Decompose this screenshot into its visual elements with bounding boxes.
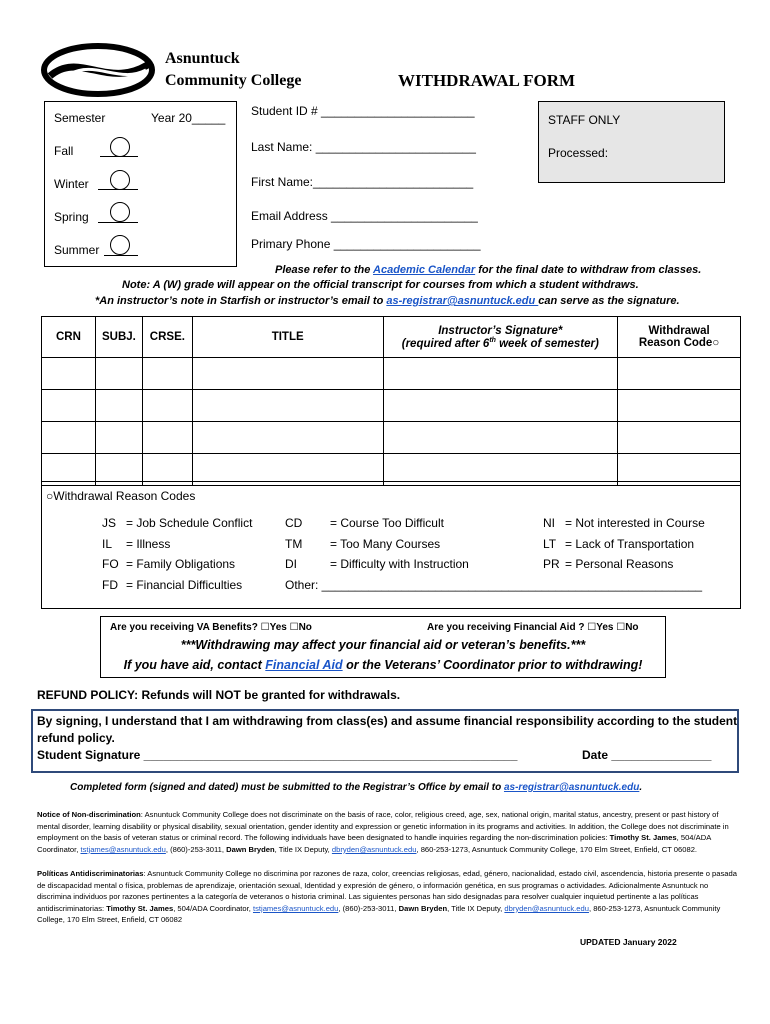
table-row[interactable] — [42, 358, 741, 390]
signature-note-text: *An instructor’s note in Starfish or instructor’s email to — [95, 295, 387, 307]
va-question-text: Are you receiving VA Benefits? — [110, 622, 258, 633]
table-cell[interactable] — [192, 358, 383, 390]
notice-text: , 504/ADA Coordinator, — [37, 833, 711, 854]
table-cell[interactable] — [383, 358, 618, 390]
code: JS — [102, 516, 117, 530]
grade-note: Note: A (W) grade will appear on the official transcript for courses from which a student withdraws. — [122, 279, 639, 291]
table-cell[interactable] — [42, 390, 96, 422]
term-winter-label: Winter — [54, 177, 89, 191]
reason-code-item — [543, 554, 705, 575]
student-signature-field[interactable]: Student Signature ________________________________________________________ — [37, 748, 518, 762]
tstjames-email-link[interactable]: tstjames@asnuntuck.edu — [252, 903, 339, 913]
other-reason-field[interactable]: Other: _________________________________________________________ — [285, 577, 703, 592]
staff-only-title: STAFF ONLY — [548, 113, 621, 127]
student-id-field[interactable]: Student ID # _______________________ — [251, 104, 475, 118]
term-fall-checkbox[interactable] — [110, 137, 130, 157]
term-fall-label: Fall — [54, 144, 74, 158]
code-text: = Financial Difficulties — [126, 577, 243, 592]
notice-label: Notice of Non-discrimination — [37, 810, 141, 819]
code: CD — [285, 516, 303, 530]
financial-aid-link[interactable]: Financial Aid — [265, 658, 343, 672]
withdrawal-warning: ***Withdrawing may affect your financial aid or veteran’s benefits.*** — [180, 638, 586, 652]
college-logo — [40, 40, 160, 100]
agreement-text-line2: refund policy. — [37, 731, 115, 745]
code-text: = Not interested in Course — [565, 516, 705, 530]
form-title: WITHDRAWAL FORM — [398, 71, 576, 90]
term-spring-label: Spring — [54, 210, 89, 224]
table-cell[interactable] — [95, 422, 142, 454]
notice-text: , Title IX Deputy, — [447, 903, 505, 913]
calendar-note-text-end: for the final date to withdraw from classes. — [475, 264, 702, 276]
va-no-checkbox[interactable]: ☐ — [289, 622, 299, 633]
reason-codes-title: ○Withdrawal Reason Codes — [46, 489, 196, 503]
code-text: = Course Too Difficult — [330, 516, 444, 530]
code-text: = Job Schedule Conflict — [126, 516, 253, 530]
sig-line2-post: week of semester) — [495, 337, 599, 350]
table-cell[interactable] — [192, 422, 383, 454]
code-text: = Illness — [126, 536, 171, 551]
contact-aid-warning — [100, 658, 666, 672]
table-cell[interactable] — [142, 422, 192, 454]
code: IL — [102, 536, 113, 551]
va-no-label: No — [298, 622, 312, 633]
instructor-signature-line1: Instructor’s Signature* — [438, 324, 563, 337]
reason-code-item — [102, 513, 252, 534]
reason-code-item — [102, 575, 252, 596]
notice-label: Políticas Antidiscriminatorias — [37, 869, 144, 878]
code: PR — [543, 557, 560, 571]
notice-name: Timothy St. James — [609, 833, 677, 843]
reason-codes-col1 — [102, 513, 252, 595]
college-name-line2: Community College — [165, 72, 302, 89]
table-cell[interactable] — [192, 390, 383, 422]
dbryden-email-link[interactable]: dbryden@asnuntuck.edu — [504, 903, 589, 913]
contact-aid-text: If you have aid, contact — [123, 658, 266, 672]
aid-question-text: Are you receiving Financial Aid ? — [427, 622, 585, 633]
processed-label: Processed: — [548, 146, 609, 160]
sig-line2-sup: th — [489, 336, 496, 344]
va-yes-checkbox[interactable]: ☐ — [260, 622, 270, 633]
notice-name: Dawn Bryden — [398, 903, 448, 913]
code: TM — [285, 536, 303, 551]
table-cell[interactable] — [42, 358, 96, 390]
sig-line2-pre: (required after 6 — [401, 337, 490, 350]
calendar-note — [275, 264, 701, 276]
code-text: = Family Obligations — [126, 557, 236, 571]
dbryden-email-link[interactable]: dbryden@asnuntuck.edu — [331, 844, 417, 854]
term-summer-label: Summer — [54, 243, 100, 257]
term-summer-line — [104, 255, 138, 256]
notice-text: : Asnuntuck Community College does not discriminate on the basis of race, color, religious creed, age, sex, national origin, marital status, ancestry, present or past history of mental disorder, learning disability or physical disability, sexual orientation, gender identity and expression or genetic information in its programs and activities. In addition, the College does not discriminate in employment on the basis of veteran status or criminal record. The following individuals have been designated to handle inquiries regarding the non-discrimination policies: — [37, 810, 729, 843]
notice-text: , (860)-253-3011, — [165, 844, 227, 854]
notice-text: : Asnuntuck Community College no discrimina por razones de raza, color, creencias religiosas, edad, género, nacionalidad, estado civil, ascendencia, historia presente o pasada de discapacidad mental o física, problemas de aprendizaje, orientación sexual, Identidad y expresión de género, o información genética, en sus programas o actividades. Adicionalmente Asnuntuck no discrimina individuos por razones pertinentes a la categoría de veteranos o historia criminal. Las siguientes personas han sido designadas para resolver cualquier inquietud pertinente a las políticas antidiscriminatorias: — [37, 869, 737, 913]
updated-date: UPDATED January 2022 — [580, 937, 677, 947]
submit-text-end: . — [639, 782, 643, 793]
term-summer-checkbox[interactable] — [110, 235, 130, 255]
instructor-signature-line2 — [384, 337, 618, 350]
code: DI — [285, 557, 297, 571]
reason-code-item — [102, 534, 252, 555]
submit-text: Completed form (signed and dated) must be submitted to the Registrar’s Office by email to — [70, 782, 504, 793]
email-address-field[interactable]: Email Address ______________________ — [251, 209, 478, 223]
reason-code-line2: Reason Code○ — [638, 337, 720, 349]
academic-calendar-link[interactable]: Academic Calendar — [373, 264, 476, 276]
notice-text: , (860)-253-3011, — [338, 903, 399, 913]
code: NI — [543, 516, 555, 530]
refund-policy: REFUND POLICY: Refunds will NOT be granted for withdrawals. — [37, 688, 401, 702]
table-row[interactable] — [42, 390, 741, 422]
table-cell[interactable] — [142, 358, 192, 390]
notice-text: , 860-253-1273, Asnuntuck Community College, 170 Elm Street, Enfield, CT 06082 — [37, 903, 721, 925]
instructor-signature-header — [383, 317, 618, 358]
notice-text: , 860-253-1273, Asnuntuck Community College, 170 Elm Street, Enfield, CT 06082. — [416, 844, 698, 854]
table-cell[interactable] — [42, 422, 96, 454]
table-cell[interactable] — [383, 390, 618, 422]
semester-label: Semester — [54, 111, 106, 125]
notice-name: Dawn Bryden — [226, 844, 275, 854]
date-field[interactable]: Date _______________ — [582, 748, 712, 762]
reason-code-item — [543, 513, 705, 534]
va-benefits-question — [110, 622, 312, 633]
calendar-note-text: Please refer to the — [275, 264, 374, 276]
code-text: = Too Many Courses — [330, 536, 441, 551]
table-row[interactable] — [42, 422, 741, 454]
code-text: = Lack of Transportation — [565, 536, 695, 551]
aid-yes-checkbox[interactable]: ☐ — [587, 622, 597, 633]
title-header: TITLE — [192, 317, 383, 358]
code: FD — [102, 577, 118, 592]
reason-codes-col3 — [543, 513, 705, 575]
last-name-field[interactable]: Last Name: ________________________ — [251, 140, 476, 154]
courses-table — [41, 316, 741, 486]
notice-name: Timothy St. James — [106, 903, 174, 913]
table-cell[interactable] — [618, 422, 741, 454]
signature-note-text-end: can serve as the signature. — [538, 295, 680, 307]
reason-code-item — [102, 554, 252, 575]
non-discrimination-notice — [37, 809, 737, 855]
table-header-row — [42, 317, 741, 358]
agreement-text-line1: By signing, I understand that I am withdrawing from class(es) and assume financial responsibility according to the student — [37, 714, 738, 728]
table-cell[interactable] — [95, 390, 142, 422]
crse-header: CRSE. — [142, 317, 192, 358]
aid-yes-label: Yes — [596, 622, 614, 633]
tstjames-email-link[interactable]: tstjames@asnuntuck.edu — [80, 844, 166, 854]
submit-instruction — [70, 782, 642, 793]
code-text: = Personal Reasons — [565, 557, 674, 571]
code-text: = Difficulty with Instruction — [330, 557, 469, 571]
politicas-antidiscriminatorias — [37, 868, 737, 926]
term-spring-line — [98, 222, 138, 223]
table-cell[interactable] — [142, 390, 192, 422]
reason-code-item — [543, 534, 705, 555]
notice-text: , 504/ADA Coordinator, — [173, 903, 253, 913]
code: LT — [543, 536, 557, 551]
table-cell[interactable] — [618, 390, 741, 422]
signature-note — [95, 295, 680, 307]
first-name-field[interactable]: First Name:________________________ — [251, 175, 474, 189]
primary-phone-field[interactable]: Primary Phone ______________________ — [251, 237, 481, 251]
year-label[interactable]: Year 20_____ — [151, 111, 226, 125]
table-cell[interactable] — [95, 358, 142, 390]
crn-header: CRN — [42, 317, 96, 358]
subj-header: SUBJ. — [95, 317, 142, 358]
va-yes-label: Yes — [269, 622, 287, 633]
term-winter-checkbox[interactable] — [110, 170, 130, 190]
term-spring-checkbox[interactable] — [110, 202, 130, 222]
registrar-email-link[interactable]: as-registrar@asnuntuck.edu — [386, 295, 539, 307]
notice-text: , Title IX Deputy, — [274, 844, 332, 854]
registrar-submit-email-link[interactable]: as-registrar@asnuntuck.edu — [503, 782, 640, 793]
table-cell[interactable] — [383, 422, 618, 454]
reason-code-line1: Withdrawal — [648, 325, 710, 337]
college-name-line1: Asnuntuck — [165, 50, 240, 67]
code: FO — [102, 557, 119, 571]
aid-no-checkbox[interactable]: ☐ — [616, 622, 626, 633]
financial-aid-question — [427, 622, 639, 633]
table-cell[interactable] — [618, 358, 741, 390]
reason-code-header — [618, 317, 741, 358]
aid-no-label: No — [625, 622, 639, 633]
contact-aid-text-end: or the Veterans’ Coordinator prior to withdrawing! — [342, 658, 643, 672]
